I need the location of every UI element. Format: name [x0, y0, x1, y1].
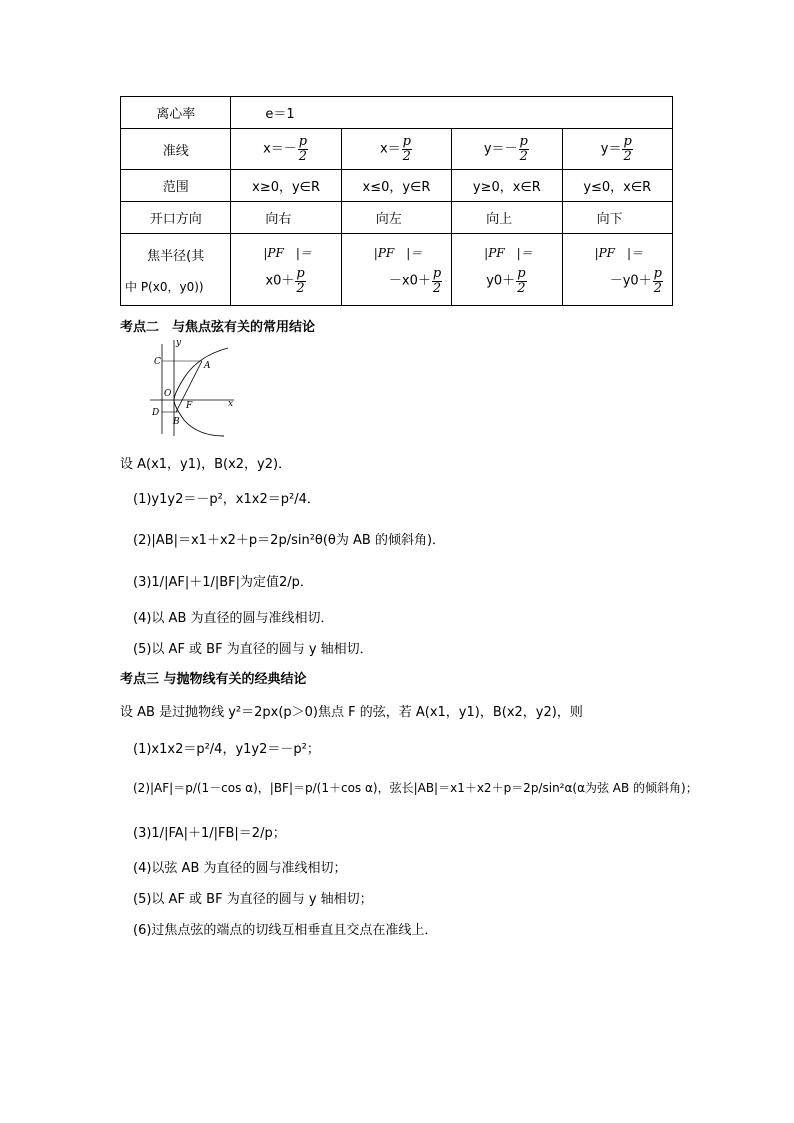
- section-2-intro: 设 A(x1，y1)，B(x2，y2)．: [120, 457, 292, 472]
- list-item: (1)x1x2＝p²/4，y1y2＝－p²；: [133, 742, 320, 757]
- opening-cell: 向上: [452, 202, 562, 234]
- range-cell: y≤0，x∈R: [562, 170, 672, 202]
- section-3-heading: 考点三 与抛物线有关的经典结论: [120, 672, 307, 687]
- range-cell: x≤0，y∈R: [341, 170, 451, 202]
- row-label: 焦半径(其 中 P(x0，y0)): [121, 234, 231, 306]
- parabola-properties-table: [120, 96, 673, 306]
- opening-cell: 向下: [562, 202, 672, 234]
- table-row: [121, 234, 673, 306]
- directrix-cell: y＝－ $\frac{p}{2}$: [452, 129, 562, 170]
- list-item: (2)|AB|＝x1＋x2＋p＝2p/sin²θ(θ为 AB 的倾斜角)．: [133, 533, 446, 548]
- table-row: [121, 170, 673, 202]
- label-f: F: [186, 401, 193, 411]
- opening-cell: 向右: [231, 202, 341, 234]
- section-3-intro: 设 AB 是过抛物线 y²＝2px(p＞0)焦点 F 的弦，若 A(x1，y1)，B(x2，y2)，则: [120, 705, 583, 720]
- list-item: (2)|AF|＝p/(1－cos α)，|BF|＝p/(1＋cos α)，弦长|AB|＝x1＋x2＋p＝2p/sin²α(α为弦 AB 的倾斜角)；: [133, 781, 698, 795]
- label-o: O: [164, 389, 172, 399]
- row-label: 离心率: [121, 97, 231, 129]
- table-row: [121, 129, 673, 170]
- focal-radius-cell: |PF |＝ y0＋ $\frac{p}{2}$: [452, 234, 562, 306]
- list-item: (4)以 AB 为直径的圆与准线相切．: [133, 611, 334, 626]
- label-c: C: [154, 357, 161, 367]
- row-label: 准线: [121, 129, 231, 170]
- list-item: (1)y1y2＝－p²，x1x2＝p²/4．: [133, 492, 320, 507]
- directrix-cell: x＝ $\frac{p}{2}$: [341, 129, 451, 170]
- list-item: (3)1/|AF|＋1/|BF|为定值2/p．: [133, 575, 313, 590]
- list-item: (5)以 AF 或 BF 为直径的圆与 y 轴相切．: [133, 642, 373, 657]
- label-a: A: [204, 361, 211, 371]
- focal-chord-figure: [148, 338, 238, 438]
- label-b: B: [173, 417, 180, 427]
- table-row: [121, 97, 673, 129]
- list-item: (4)以弦 AB 为直径的圆与准线相切；: [133, 861, 347, 876]
- list-item: (6)过焦点弦的端点的切线互相垂直且交点在准线上．: [133, 923, 438, 938]
- row-label: 开口方向: [121, 202, 231, 234]
- range-cell: x≥0，y∈R: [231, 170, 341, 202]
- list-item: (3)1/|FA|＋1/|FB|＝2/p；: [133, 826, 286, 841]
- list-item: (5)以 AF 或 BF 为直径的圆与 y 轴相切；: [133, 892, 373, 907]
- label-d: D: [152, 408, 160, 418]
- focal-radius-cell: |PF |＝ x0＋ $\frac{p}{2}$: [231, 234, 341, 306]
- section-2-heading: 考点二 与焦点弦有关的常用结论: [120, 320, 316, 335]
- directrix-cell: y＝ $\frac{p}{2}$: [562, 129, 672, 170]
- table-row: [121, 202, 673, 234]
- row-label: 范围: [121, 170, 231, 202]
- eccentricity-cell: e＝1: [231, 97, 673, 129]
- focal-radius-cell: |PF |＝ －x0＋ $\frac{p}{2}$: [341, 234, 451, 306]
- label-x: x: [228, 399, 234, 409]
- focal-radius-cell: |PF |＝ －y0＋ $\frac{p}{2}$: [562, 234, 672, 306]
- label-y: y: [176, 338, 182, 348]
- directrix-cell: x＝－ $\frac{p}{2}$: [231, 129, 341, 170]
- opening-cell: 向左: [341, 202, 451, 234]
- range-cell: y≥0，x∈R: [452, 170, 562, 202]
